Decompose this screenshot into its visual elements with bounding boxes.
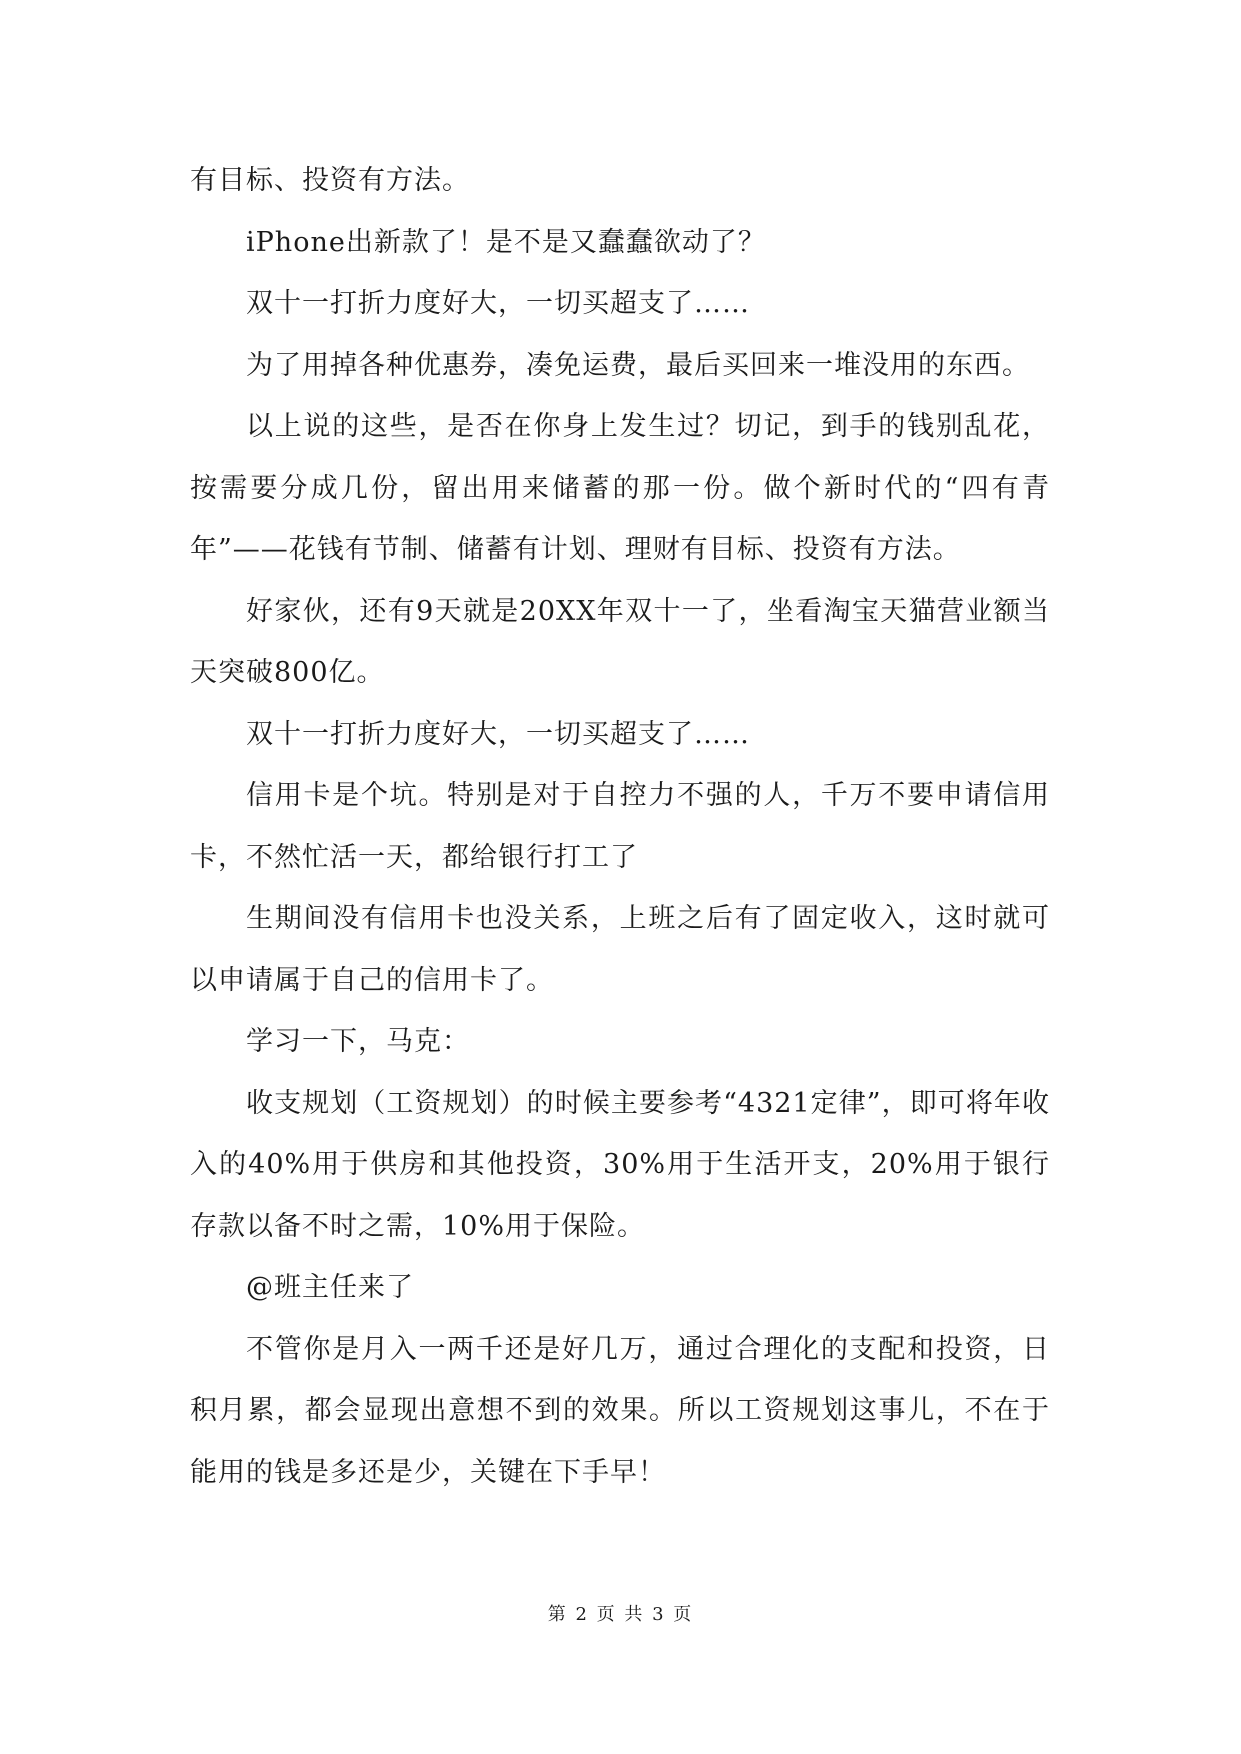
paragraph-6: 好家伙，还有9天就是20XX年双十一了，坐看淘宝天猫营业额当天突破800亿。 — [190, 595, 1050, 688]
paragraph-9: 生期间没有信用卡也没关系，上班之后有了固定收入，这时就可以申请属于自己的信用卡了。 — [190, 903, 1050, 996]
paragraph-12: @班主任来了 — [246, 1272, 414, 1303]
paragraph-5: 以上说的这些，是否在你身上发生过？切记，到手的钱别乱花，按需要分成几份，留出用来储蓄的那一份。做个新时代的“四有青年”——花钱有节制、储蓄有计划、理财有目标、投资有方法。 — [190, 411, 1050, 565]
paragraph-7: 双十一打折力度好大，一切买超支了…… — [246, 718, 750, 750]
paragraph-4: 为了用掉各种优惠券，凑免运费，最后买回来一堆没用的东西。 — [246, 349, 1030, 381]
paragraph-1: 有目标、投资有方法。 — [190, 165, 470, 196]
document-body — [190, 150, 1050, 1503]
paragraph-11: 收支规划（工资规划）的时候主要参考“4321定律”，即可将年收入的40%用于供房和其他投资，30%用于生活开支，20%用于银行存款以备不时之需，10%用于保险。 — [190, 1087, 1050, 1242]
page-number-footer: 第 2 页 共 3 页 — [547, 1604, 694, 1625]
paragraph-8: 信用卡是个坑。特别是对于自控力不强的人，千万不要申请信用卡，不然忙活一天，都给银行打工了 — [190, 780, 1050, 873]
paragraph-10: 学习一下，马克： — [246, 1026, 470, 1057]
paragraph-13: 不管你是月入一两千还是好几万，通过合理化的支配和投资，日积月累，都会显现出意想不到的效果。所以工资规划这事儿，不在于能用的钱是多还是少，关键在下手早！ — [190, 1333, 1050, 1488]
paragraph-3: 双十一打折力度好大，一切买超支了…… — [246, 288, 750, 319]
paragraph-2: iPhone出新款了！是不是又蠢蠢欲动了？ — [246, 226, 766, 258]
